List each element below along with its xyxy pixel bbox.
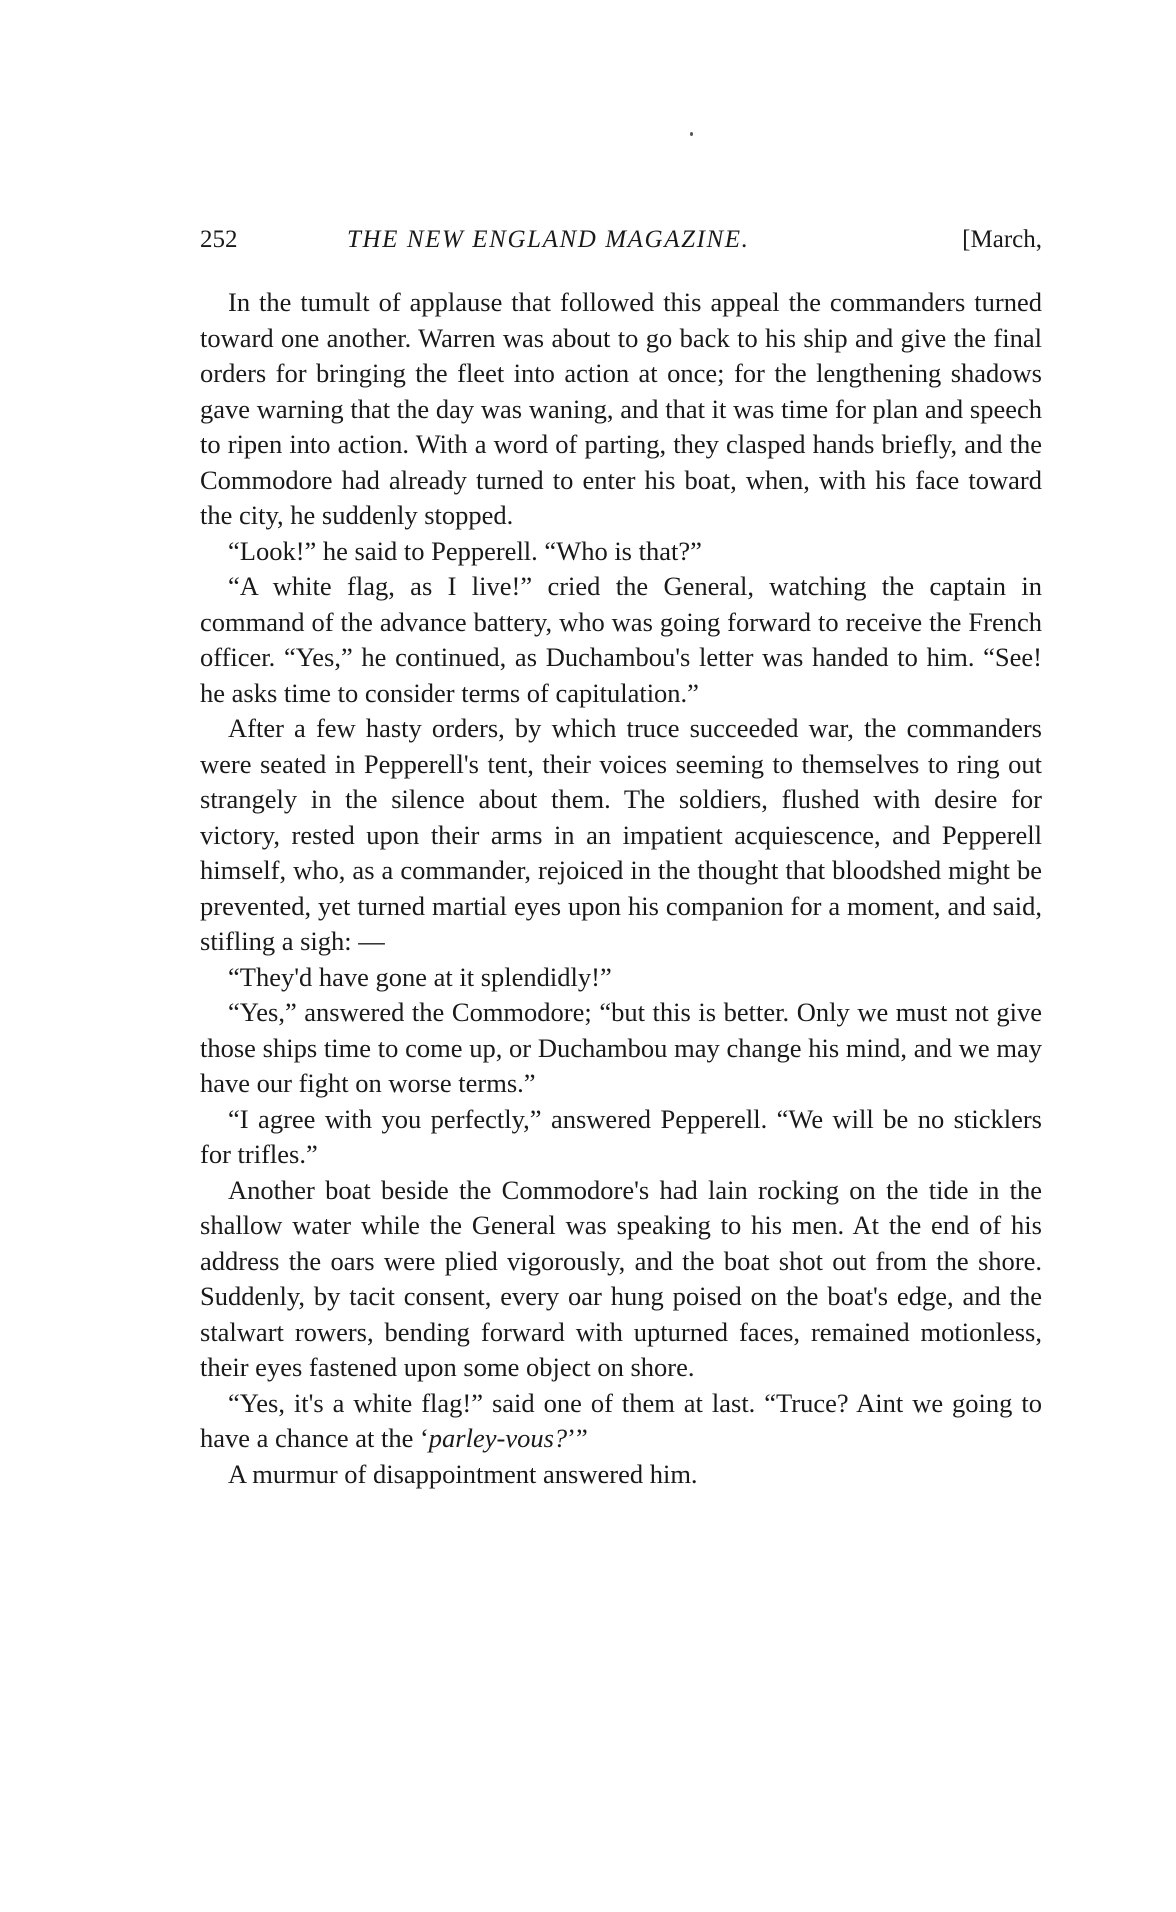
parley-vous-phrase: parley-vous? <box>428 1423 568 1453</box>
paragraph: “They'd have gone at it splendidly!” <box>228 961 612 992</box>
print-speck <box>690 132 693 136</box>
running-head <box>200 222 1042 258</box>
page-number: 252 <box>200 226 238 253</box>
issue-label: [March, <box>962 226 1042 253</box>
paragraph: “Yes,” answered the Commodore; “but this is better. Only we must not give those ships time to come up, or Duchambou may change his mind, and we may have our fight on worse terms.” <box>200 997 1042 1098</box>
paragraph: “Look!” he said to Pepperell. “Who is that?” <box>228 535 702 566</box>
paragraph: A murmur of disappointment answered him. <box>228 1458 698 1489</box>
parley-text-before: “Yes, it's a white flag!” said one of them at last. “Truce? Aint we going to have a chance at the ‘ <box>200 1387 1042 1453</box>
magazine-title: THE NEW ENGLAND MAGAZINE. <box>347 226 750 253</box>
paragraph: “A white flag, as I live!” cried the General, watching the captain in command of the advance battery, who was going forward to receive the French officer. “Yes,” he continued, as Duchambou's letter was handed to him. “See! he asks time to consider terms of capitulation.” <box>200 571 1042 708</box>
paragraph-parley <box>200 1386 1042 1457</box>
body-text <box>200 285 1042 1492</box>
paragraph: Another boat beside the Commodore's had lain rocking on the tide in the shallow water while the General was speaking to his men. At the end of his address the oars were plied vigorously, and the boat shot out from the shore. Suddenly, by tacit consent, every oar hung poised on the boat's edge, and the stalwart rowers, bending forward with upturned faces, remained motionless, their eyes fastened upon some object on shore. <box>200 1174 1042 1382</box>
parley-text-after: ’” <box>567 1423 588 1453</box>
paragraph: “I agree with you perfectly,” answered Pepperell. “We will be no sticklers for trifles.” <box>200 1103 1042 1169</box>
paragraph: In the tumult of applause that followed this appeal the commanders turned toward one another. Warren was about to go back to his ship and give the final orders for bringing the fleet into action at once; for the lengthening shadows gave warning that the day was waning, and that it was time for plan and speech to ripen into action. With a word of parting, they clasped hands briefly, and the Commodore had already turned to enter his boat, when, with his face toward the city, he suddenly stopped. <box>200 287 1042 530</box>
paragraph: After a few hasty orders, by which truce succeeded war, the commanders were seated in Pepperell's tent, their voices seeming to themselves to ring out strangely in the silence about them. The soldiers, flushed with desire for victory, rested upon their arms in an impatient acquiescence, and Pepperell himself, who, as a commander, rejoiced in the thought that bloodshed might be prevented, yet turned martial eyes upon his companion for a moment, and said, stifling a sigh: — <box>200 713 1042 956</box>
